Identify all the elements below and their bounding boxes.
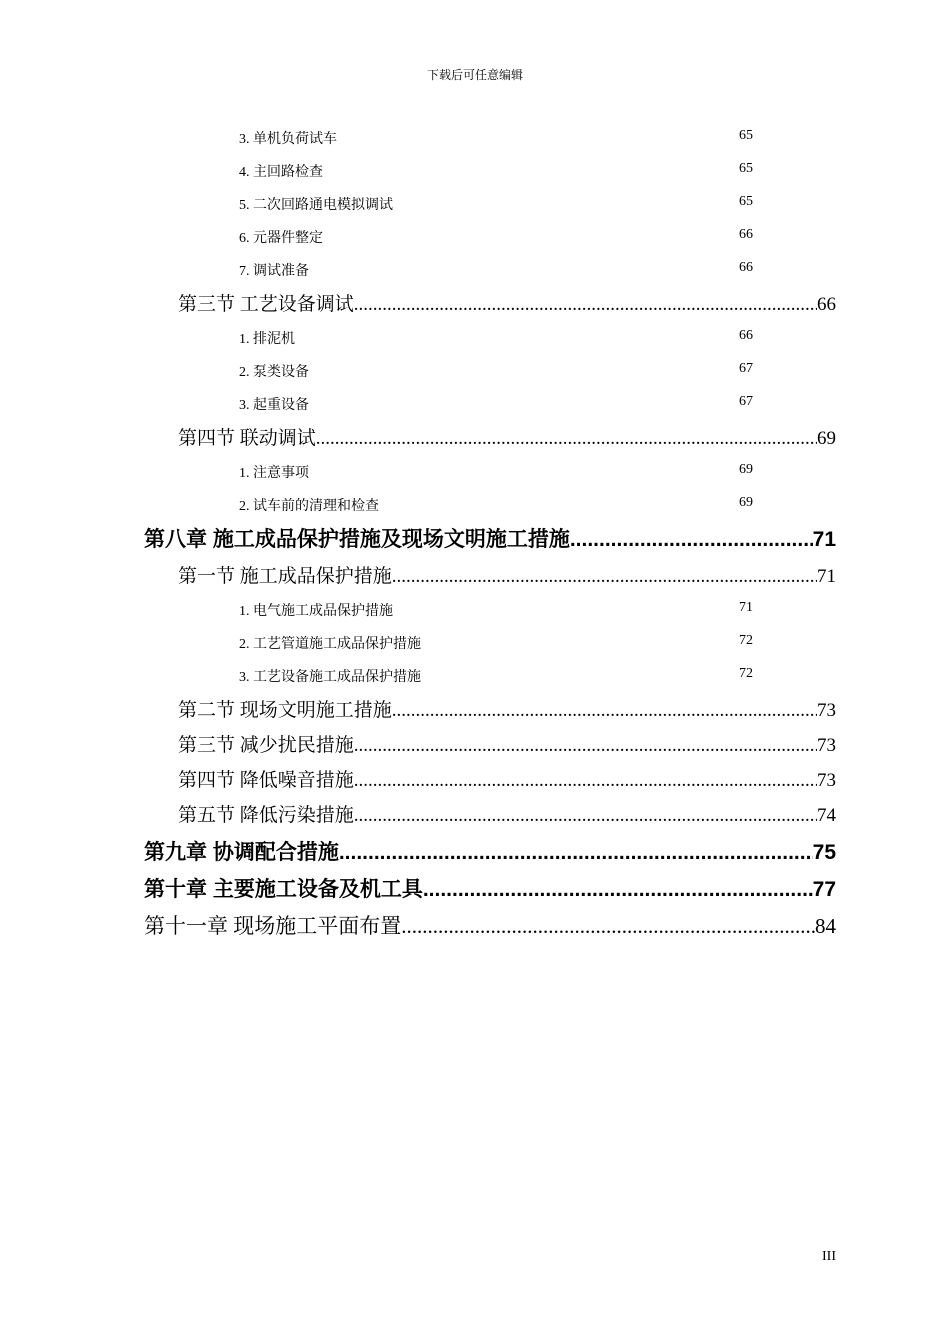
toc-entry[interactable]	[239, 495, 753, 515]
toc-entry-title: 第二节 现场文明施工措施	[178, 700, 392, 721]
toc-entry-page: 74	[817, 805, 836, 826]
page-header: 下载后可任意编辑	[426, 68, 523, 82]
toc-entry[interactable]	[239, 227, 753, 247]
toc-entry-page: 73	[817, 700, 836, 721]
toc-entry[interactable]	[239, 462, 753, 482]
toc-leader-dots	[316, 428, 817, 450]
toc-entry-page: 66	[739, 227, 753, 242]
toc-entry-title: 1. 排泥机	[239, 332, 295, 347]
toc-entry-title: 第一节 施工成品保护措施	[178, 566, 392, 587]
toc-entry[interactable]	[239, 666, 753, 686]
toc-entry-chapter[interactable]	[144, 836, 836, 866]
toc-entry-page: 75	[812, 841, 836, 864]
toc-entry-title: 第三节 工艺设备调试	[178, 294, 354, 315]
toc-entry-page: 71	[817, 566, 836, 587]
toc-entry[interactable]	[239, 128, 753, 148]
toc-entry-title: 2. 工艺管道施工成品保护措施	[239, 637, 421, 652]
toc-entry-title: 第四节 降低噪音措施	[178, 770, 354, 791]
toc-entry-page: 67	[739, 394, 753, 409]
toc-entry-title: 7. 调试准备	[239, 264, 309, 279]
toc-entry-chapter[interactable]	[144, 873, 836, 903]
toc-entry-title: 6. 元器件整定	[239, 231, 323, 246]
toc-entry-title: 第八章 施工成品保护措施及现场文明施工措施	[144, 528, 570, 551]
toc-entry[interactable]	[239, 633, 753, 653]
toc-entry-page: 73	[817, 770, 836, 791]
toc-entry-title: 第十章 主要施工设备及机工具	[144, 878, 423, 901]
toc-entry-page: 66	[817, 294, 836, 315]
toc-entry-title: 4. 主回路检查	[239, 165, 323, 180]
toc-leader-dots	[339, 841, 813, 865]
toc-entry-section[interactable]	[178, 730, 836, 757]
toc-entry-section[interactable]	[178, 695, 836, 722]
toc-entry[interactable]	[239, 161, 753, 181]
toc-entry[interactable]	[239, 361, 753, 381]
page-number: III	[822, 1249, 836, 1264]
toc-leader-dots	[392, 700, 817, 722]
toc-entry-section[interactable]	[178, 765, 836, 792]
toc-entry-page: 71	[739, 600, 753, 615]
toc-entry-page: 71	[812, 528, 836, 551]
toc-leader-dots	[354, 735, 817, 757]
toc-entry-page: 66	[739, 328, 753, 343]
toc-entry-page: 65	[739, 128, 753, 143]
toc-entry[interactable]	[239, 260, 753, 280]
toc-entry-section[interactable]	[178, 289, 836, 316]
toc-entry-section[interactable]	[178, 800, 836, 827]
toc-entry-page: 65	[739, 194, 753, 209]
toc-leader-dots	[570, 528, 813, 552]
toc-entry-page: 72	[739, 633, 753, 648]
toc-entry-page: 73	[817, 735, 836, 756]
toc-entry-chapter[interactable]	[144, 523, 836, 553]
toc-entry[interactable]	[239, 328, 753, 348]
toc-entry-title: 第十一章 现场施工平面布置	[144, 914, 402, 938]
toc-entry[interactable]	[239, 394, 753, 414]
toc-entry-title: 第五节 降低污染措施	[178, 805, 354, 826]
toc-leader-dots	[354, 294, 817, 316]
toc-entry-page: 66	[739, 260, 753, 275]
toc-leader-dots	[401, 914, 815, 939]
toc-entry-title: 3. 单机负荷试车	[239, 132, 337, 147]
toc-entry-page: 69	[739, 495, 753, 510]
toc-entry-page: 69	[739, 462, 753, 477]
toc-leader-dots	[354, 770, 817, 792]
toc-entry[interactable]	[239, 194, 753, 214]
toc-entry-title: 2. 泵类设备	[239, 365, 309, 380]
toc-entry-title: 第四节 联动调试	[178, 428, 316, 449]
toc-entry-title: 第三节 减少扰民措施	[178, 735, 354, 756]
toc-entry-title: 2. 试车前的清理和检查	[239, 499, 379, 514]
toc-entry-page: 72	[739, 666, 753, 681]
toc-entry-page: 69	[817, 428, 836, 449]
toc-entry-page: 65	[739, 161, 753, 176]
toc-entry-title: 3. 工艺设备施工成品保护措施	[239, 670, 421, 685]
toc-entry-chapter[interactable]	[144, 910, 836, 940]
toc-entry[interactable]	[239, 600, 753, 620]
toc-entry-page: 84	[815, 914, 836, 938]
toc-entry-section[interactable]	[178, 561, 836, 588]
toc-entry-section[interactable]	[178, 423, 836, 450]
toc-entry-page: 77	[812, 878, 836, 901]
toc-entry-title: 第九章 协调配合措施	[144, 841, 339, 864]
toc-leader-dots	[354, 805, 817, 827]
toc-entry-page: 67	[739, 361, 753, 376]
toc-entry-title: 3. 起重设备	[239, 398, 309, 413]
toc-entry-title: 5. 二次回路通电模拟调试	[239, 198, 393, 213]
toc-leader-dots	[392, 566, 817, 588]
toc-leader-dots	[423, 878, 813, 902]
toc-entry-title: 1. 电气施工成品保护措施	[239, 604, 393, 619]
toc-entry-title: 1. 注意事项	[239, 466, 309, 481]
